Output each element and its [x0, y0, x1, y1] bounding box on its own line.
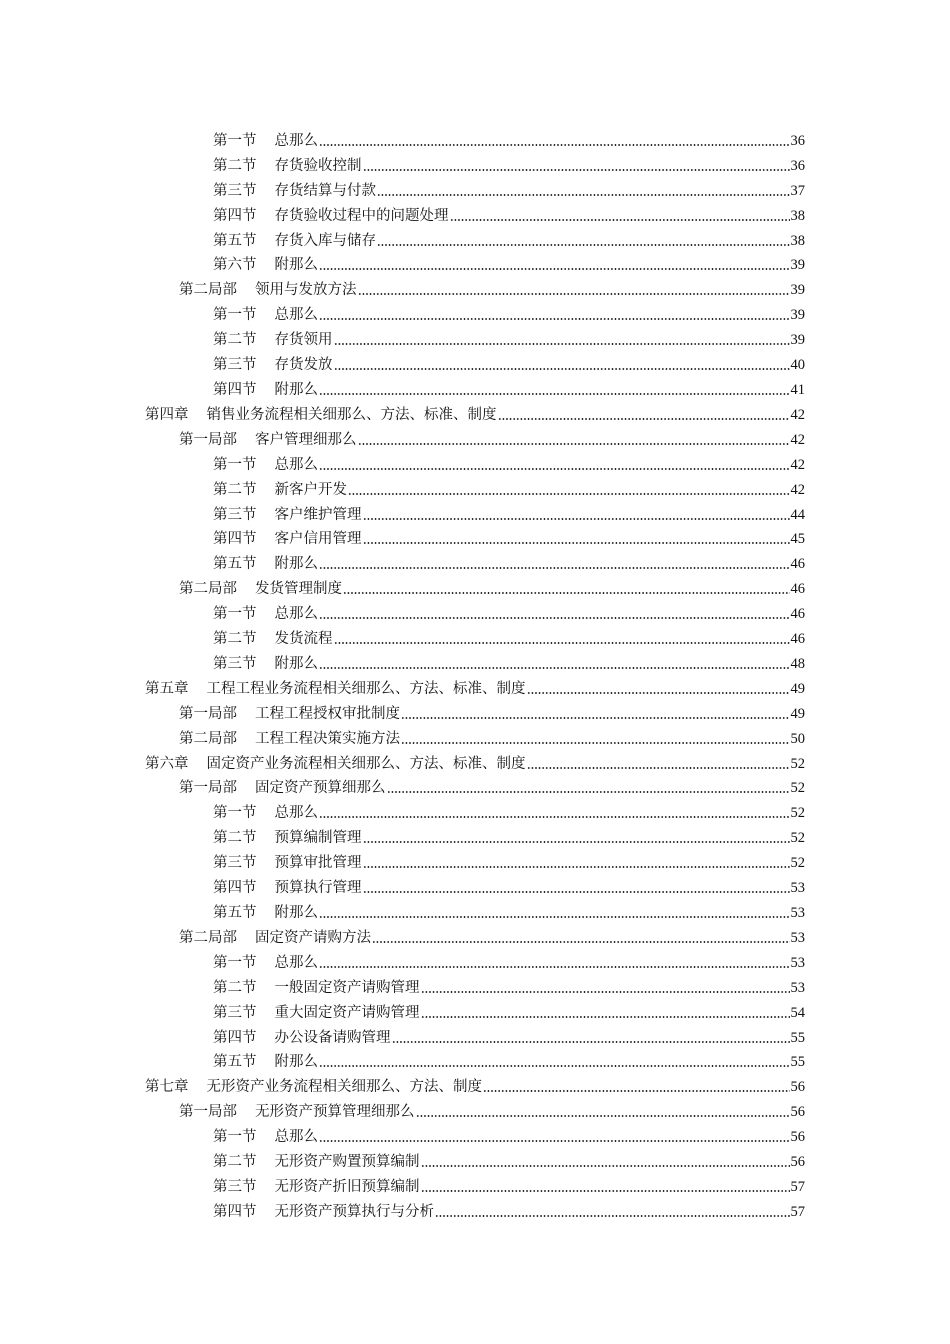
toc-entry[interactable] — [0, 773, 950, 798]
toc-entry-number: 第三节 — [213, 1004, 257, 1021]
toc-entry-title: 总那么 — [274, 954, 318, 971]
toc-entry-number: 第二节 — [213, 631, 257, 648]
toc-entry[interactable] — [0, 573, 950, 598]
toc-entry-title: 客户管理细那么 — [255, 431, 357, 448]
toc-dot-leader — [377, 244, 790, 246]
toc-dot-leader — [527, 767, 790, 769]
toc-entry-number: 第二节 — [213, 332, 257, 349]
toc-entry-title: 存货领用 — [274, 332, 333, 349]
toc-entry[interactable] — [0, 225, 950, 250]
toc-entry[interactable] — [0, 274, 950, 299]
toc-dot-leader — [319, 144, 790, 146]
toc-entry-number: 第二节 — [213, 481, 257, 498]
toc-entry-title: 总那么 — [274, 1129, 318, 1146]
toc-entry-number: 第一局部 — [179, 780, 237, 797]
toc-entry[interactable] — [0, 449, 950, 474]
toc-entry-title: 客户维护管理 — [274, 506, 362, 523]
toc-entry-number: 第五节 — [213, 556, 257, 573]
toc-entry-page-number: 52 — [790, 755, 805, 772]
toc-entry-number: 第一节 — [213, 606, 257, 623]
toc-entry-title: 存货发放 — [274, 357, 333, 374]
toc-entry-page-number: 39 — [790, 257, 805, 274]
toc-entry-title: 一般固定资产请购管理 — [274, 979, 420, 996]
toc-entry-title: 固定资产预算细那么 — [255, 780, 386, 797]
toc-dot-leader — [363, 542, 790, 544]
toc-dot-leader — [483, 1090, 790, 1092]
toc-entry-title: 固定资产请购方法 — [255, 929, 371, 946]
toc-entry-title: 无形资产预算执行与分析 — [274, 1203, 434, 1220]
toc-entry[interactable] — [0, 175, 950, 200]
toc-dot-leader — [363, 866, 790, 868]
toc-entry-page-number: 39 — [790, 282, 805, 299]
toc-entry-title: 工程工程业务流程相关细那么、方法、标准、制度 — [206, 680, 526, 697]
toc-entry-number: 第一节 — [213, 805, 257, 822]
toc-entry-title: 无形资产预算管理细那么 — [255, 1104, 415, 1121]
toc-entry[interactable] — [0, 1121, 950, 1146]
toc-entry[interactable] — [0, 349, 950, 374]
toc-dot-leader — [401, 717, 790, 719]
toc-entry[interactable] — [0, 399, 950, 424]
toc-entry-title: 发货管理制度 — [255, 581, 342, 598]
toc-entry-title: 存货入库与储存 — [274, 232, 376, 249]
toc-entry-number: 第二节 — [213, 979, 257, 996]
toc-dot-leader — [343, 592, 790, 594]
toc-entry-number: 第三节 — [213, 655, 257, 672]
toc-dot-leader — [319, 468, 790, 470]
toc-entry-page-number: 48 — [790, 655, 805, 672]
toc-entry-number: 第二节 — [213, 1154, 257, 1171]
toc-entry-title: 存货结算与付款 — [274, 182, 376, 199]
toc-entry-title: 无形资产折旧预算编制 — [274, 1178, 420, 1195]
toc-entry[interactable] — [0, 1071, 950, 1096]
toc-entry[interactable] — [0, 474, 950, 499]
toc-entry-title: 附那么 — [274, 257, 318, 274]
toc-entry-page-number: 49 — [790, 680, 805, 697]
toc-entry-page-number: 37 — [790, 182, 805, 199]
toc-dot-leader — [392, 1041, 790, 1043]
toc-entry-page-number: 44 — [790, 506, 805, 523]
toc-entry-title: 办公设备请购管理 — [274, 1029, 391, 1046]
toc-dot-leader — [421, 1016, 790, 1018]
toc-entry-number: 第一节 — [213, 954, 257, 971]
toc-entry[interactable] — [0, 947, 950, 972]
toc-entry[interactable] — [0, 1047, 950, 1072]
toc-entry-number: 第三节 — [213, 855, 257, 872]
toc-dot-leader — [319, 567, 790, 569]
toc-entry[interactable] — [0, 150, 950, 175]
toc-entry-page-number: 53 — [790, 979, 805, 996]
toc-entry-number: 第四节 — [213, 207, 257, 224]
toc-entry[interactable] — [0, 374, 950, 399]
toc-dot-leader — [363, 841, 790, 843]
toc-dot-leader — [319, 667, 790, 669]
toc-entry-number: 第一节 — [213, 1129, 257, 1146]
toc-entry[interactable] — [0, 1096, 950, 1121]
toc-dot-leader — [377, 194, 790, 196]
table-of-contents — [0, 125, 950, 1221]
toc-entry-number: 第一局部 — [179, 1104, 237, 1121]
toc-dot-leader — [348, 493, 790, 495]
toc-entry-page-number: 42 — [790, 431, 805, 448]
toc-dot-leader — [358, 443, 790, 445]
toc-entry-page-number: 53 — [790, 954, 805, 971]
toc-entry-title: 新客户开发 — [274, 481, 347, 498]
toc-entry-page-number: 55 — [790, 1029, 805, 1046]
toc-entry[interactable] — [0, 872, 950, 897]
toc-entry-title: 预算执行管理 — [274, 880, 362, 897]
toc-entry-number: 第一节 — [213, 132, 257, 149]
toc-entry[interactable] — [0, 1171, 950, 1196]
toc-entry[interactable] — [0, 200, 950, 225]
toc-entry-number: 第一局部 — [179, 431, 237, 448]
toc-entry-number: 第六章 — [145, 755, 189, 772]
toc-entry-number: 第二局部 — [179, 730, 237, 747]
toc-entry-title: 附那么 — [274, 556, 318, 573]
toc-entry[interactable] — [0, 548, 950, 573]
toc-entry[interactable] — [0, 598, 950, 623]
toc-entry-number: 第五节 — [213, 905, 257, 921]
toc-entry-page-number: 41 — [790, 381, 805, 398]
toc-entry-page-number: 53 — [790, 929, 805, 946]
toc-entry-title: 附那么 — [274, 655, 318, 672]
toc-dot-leader — [319, 1140, 790, 1142]
toc-entry[interactable] — [0, 648, 950, 673]
toc-entry-page-number: 42 — [790, 481, 805, 498]
toc-entry[interactable] — [0, 499, 950, 524]
toc-entry[interactable] — [0, 797, 950, 822]
toc-dot-leader — [319, 1065, 790, 1067]
toc-entry-title: 总那么 — [274, 132, 318, 149]
toc-entry-title: 总那么 — [274, 307, 318, 324]
toc-entry-number: 第四节 — [213, 381, 257, 398]
toc-entry-number: 第二局部 — [179, 929, 237, 946]
toc-entry-page-number: 54 — [790, 1004, 805, 1021]
toc-entry-page-number: 52 — [790, 830, 805, 847]
toc-entry-page-number: 36 — [790, 132, 805, 149]
toc-dot-leader — [334, 642, 790, 644]
toc-dot-leader — [319, 966, 790, 968]
toc-entry-page-number: 50 — [790, 730, 805, 747]
toc-entry-number: 第三节 — [213, 182, 257, 199]
toc-dot-leader — [319, 318, 790, 320]
toc-entry-page-number: 42 — [790, 456, 805, 473]
toc-entry-title: 客户信用管理 — [274, 531, 362, 548]
toc-entry-page-number: 52 — [790, 805, 805, 822]
toc-entry-page-number: 46 — [790, 606, 805, 623]
toc-entry[interactable] — [0, 673, 950, 698]
toc-entry-number: 第四节 — [213, 531, 257, 548]
toc-dot-leader — [416, 1115, 790, 1117]
toc-entry-page-number: 38 — [790, 232, 805, 249]
toc-entry-page-number: 56 — [790, 1104, 805, 1121]
toc-entry[interactable] — [0, 723, 950, 748]
toc-dot-leader — [450, 219, 790, 221]
toc-entry[interactable] — [0, 524, 950, 549]
toc-dot-leader — [387, 791, 790, 793]
toc-entry-title: 预算编制管理 — [274, 830, 362, 847]
toc-entry-number: 第四节 — [213, 880, 257, 897]
toc-entry-page-number: 52 — [790, 855, 805, 872]
toc-entry-number: 第四节 — [213, 1203, 257, 1220]
toc-entry-page-number: 46 — [790, 581, 805, 598]
toc-entry-title: 附那么 — [274, 1054, 318, 1071]
toc-entry-title: 固定资产业务流程相关细那么、方法、标准、制度 — [206, 755, 526, 772]
toc-entry-number: 第一节 — [213, 307, 257, 324]
toc-entry-number: 第二局部 — [179, 581, 237, 598]
toc-entry-number: 第六节 — [213, 257, 257, 274]
toc-entry-page-number: 40 — [790, 357, 805, 374]
toc-entry-title: 存货验收过程中的问题处理 — [274, 207, 449, 224]
toc-entry-page-number: 42 — [790, 406, 805, 423]
toc-entry[interactable] — [0, 748, 950, 773]
toc-entry-page-number: 36 — [790, 157, 805, 174]
toc-entry-page-number: 57 — [790, 1203, 805, 1220]
toc-entry-number: 第一节 — [213, 456, 257, 473]
toc-entry-page-number: 52 — [790, 780, 805, 797]
toc-dot-leader — [319, 916, 790, 918]
toc-entry-page-number: 46 — [790, 631, 805, 648]
toc-entry-number: 第二节 — [213, 830, 257, 847]
toc-entry-title: 销售业务流程相关细那么、方法、标准、制度 — [206, 406, 497, 423]
toc-dot-leader — [421, 991, 790, 993]
toc-entry-number: 第三节 — [213, 357, 257, 374]
toc-dot-leader — [372, 941, 790, 943]
toc-entry-page-number: 55 — [790, 1054, 805, 1071]
toc-entry-title: 重大固定资产请购管理 — [274, 1004, 420, 1021]
toc-entry-page-number: 46 — [790, 556, 805, 573]
toc-entry-page-number: 49 — [790, 705, 805, 722]
toc-entry[interactable] — [0, 698, 950, 723]
toc-entry[interactable] — [0, 250, 950, 275]
toc-dot-leader — [401, 742, 790, 744]
toc-entry-title: 总那么 — [274, 606, 318, 623]
toc-entry[interactable] — [0, 847, 950, 872]
toc-entry[interactable] — [0, 623, 950, 648]
toc-entry-page-number: 57 — [790, 1178, 805, 1195]
toc-entry-title: 附那么 — [274, 905, 318, 921]
toc-entry[interactable] — [0, 299, 950, 324]
toc-dot-leader — [421, 1165, 790, 1167]
toc-dot-leader — [498, 418, 790, 420]
toc-entry-title: 发货流程 — [274, 631, 333, 648]
toc-entry[interactable] — [0, 125, 950, 150]
toc-entry-number: 第三节 — [213, 506, 257, 523]
toc-dot-leader — [435, 1215, 790, 1217]
toc-entry-number: 第二节 — [213, 157, 257, 174]
toc-entry[interactable] — [0, 822, 950, 847]
toc-entry-number: 第五节 — [213, 1054, 257, 1071]
toc-entry[interactable] — [0, 922, 950, 947]
toc-dot-leader — [363, 891, 790, 893]
toc-entry[interactable] — [0, 897, 950, 922]
toc-entry-title: 附那么 — [274, 381, 318, 398]
toc-entry-title: 总那么 — [274, 805, 318, 822]
toc-entry-title: 无形资产业务流程相关细那么、方法、制度 — [206, 1079, 482, 1096]
toc-entry-page-number: 38 — [790, 207, 805, 224]
toc-entry-page-number: 53 — [790, 905, 805, 921]
toc-entry-title: 无形资产购置预算编制 — [274, 1154, 420, 1171]
toc-entry[interactable] — [0, 1196, 950, 1221]
toc-entry-title: 存货验收控制 — [274, 157, 362, 174]
toc-entry-page-number: 39 — [790, 307, 805, 324]
toc-dot-leader — [319, 617, 790, 619]
toc-entry-page-number: 53 — [790, 880, 805, 897]
toc-entry-number: 第七章 — [145, 1079, 189, 1096]
toc-entry[interactable] — [0, 972, 950, 997]
toc-entry-number: 第五节 — [213, 232, 257, 249]
toc-entry-title: 工程工程授权审批制度 — [255, 705, 400, 722]
toc-dot-leader — [363, 518, 790, 520]
toc-dot-leader — [421, 1190, 790, 1192]
toc-entry-number: 第四章 — [145, 406, 189, 423]
toc-entry-title: 预算审批管理 — [274, 855, 362, 872]
toc-entry-number: 第三节 — [213, 1178, 257, 1195]
toc-entry[interactable] — [0, 1146, 950, 1171]
toc-entry-number: 第二局部 — [179, 282, 237, 299]
toc-entry[interactable] — [0, 424, 950, 449]
toc-entry[interactable] — [0, 1022, 950, 1047]
toc-entry[interactable] — [0, 997, 950, 1022]
toc-entry-page-number: 56 — [790, 1079, 805, 1096]
toc-entry-page-number: 45 — [790, 531, 805, 548]
toc-entry-title: 工程工程决策实施方法 — [255, 730, 400, 747]
toc-entry-number: 第五章 — [145, 680, 189, 697]
toc-entry[interactable] — [0, 324, 950, 349]
toc-dot-leader — [363, 169, 790, 171]
toc-entry-page-number: 56 — [790, 1154, 805, 1171]
toc-dot-leader — [334, 343, 790, 345]
toc-dot-leader — [527, 692, 790, 694]
toc-dot-leader — [319, 393, 790, 395]
toc-dot-leader — [319, 268, 790, 270]
toc-entry-title: 总那么 — [274, 456, 318, 473]
toc-dot-leader — [334, 368, 790, 370]
toc-entry-page-number: 39 — [790, 332, 805, 349]
toc-entry-page-number: 56 — [790, 1129, 805, 1146]
toc-entry-number: 第四节 — [213, 1029, 257, 1046]
toc-dot-leader — [358, 293, 790, 295]
toc-dot-leader — [319, 816, 790, 818]
toc-entry-number: 第一局部 — [179, 705, 237, 722]
toc-entry-title: 领用与发放方法 — [255, 282, 357, 299]
